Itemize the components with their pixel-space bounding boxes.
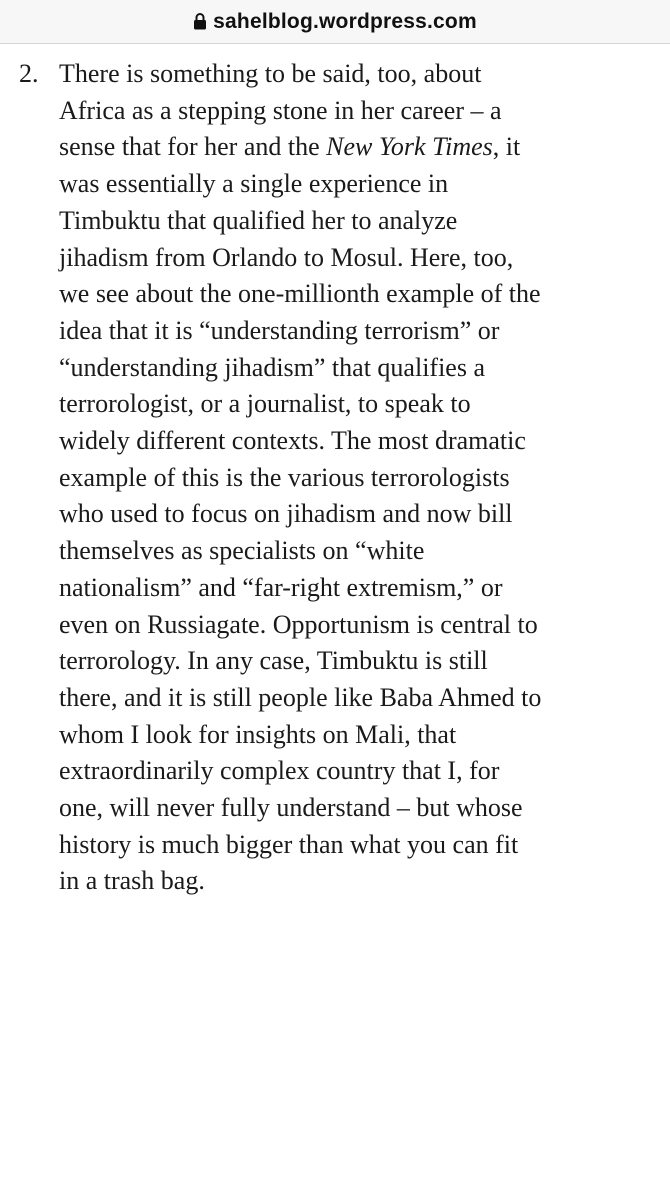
text-line: “understanding jihadism” that qualifies a: [59, 352, 485, 382]
article-body: [0, 56, 670, 900]
text-line: extraordinarily complex country that I, for: [59, 756, 500, 786]
text-line: who used to focus on jihadism and now bill: [59, 499, 513, 529]
text-line: Africa as a stepping stone in her career – a: [59, 95, 502, 125]
lock-icon: [193, 12, 207, 30]
list-item-number: 2.: [19, 59, 39, 88]
address-bar-content: [193, 10, 477, 34]
url-text[interactable]: sahelblog.wordpress.com: [213, 9, 477, 33]
text-line: terrorology. In any case, Timbuktu is still: [59, 646, 488, 676]
paragraph: [0, 56, 670, 900]
text-line: terrorologist, or a journalist, to speak to: [59, 389, 471, 419]
text-line: jihadism from Orlando to Mosul. Here, too,: [59, 242, 514, 272]
text-line: there, and it is still people like Baba Ahmed to: [59, 682, 542, 712]
address-bar[interactable]: [0, 0, 670, 44]
text-line: we see about the one-millionth example of the: [59, 279, 541, 309]
text-line: even on Russiagate. Opportunism is central to: [59, 609, 538, 639]
text-segment: sense that for her and the: [59, 132, 327, 162]
text-line: whom I look for insights on Mali, that: [59, 719, 457, 749]
text-line: one, will never fully understand – but whose: [59, 793, 523, 823]
text-line: widely different contexts. The most dramatic: [59, 426, 526, 456]
text-line: nationalism” and “far-right extremism,” or: [59, 572, 503, 602]
text-line: example of this is the various terrorologists: [59, 462, 510, 492]
text-line: in a trash bag.: [59, 866, 205, 896]
publication-name: New York Times: [326, 132, 493, 162]
text-line: themselves as specialists on “white: [59, 536, 425, 566]
text-line: was essentially a single experience in: [59, 169, 449, 199]
text-line: idea that it is “understanding terrorism” or: [59, 315, 500, 345]
text-segment: , it: [492, 132, 521, 162]
text-line: There is something to be said, too, about: [59, 59, 482, 88]
text-line: [59, 129, 652, 166]
list-item: [0, 56, 670, 900]
text-line: history is much bigger than what you can fit: [59, 829, 519, 859]
text-line: Timbuktu that qualified her to analyze: [59, 205, 458, 235]
